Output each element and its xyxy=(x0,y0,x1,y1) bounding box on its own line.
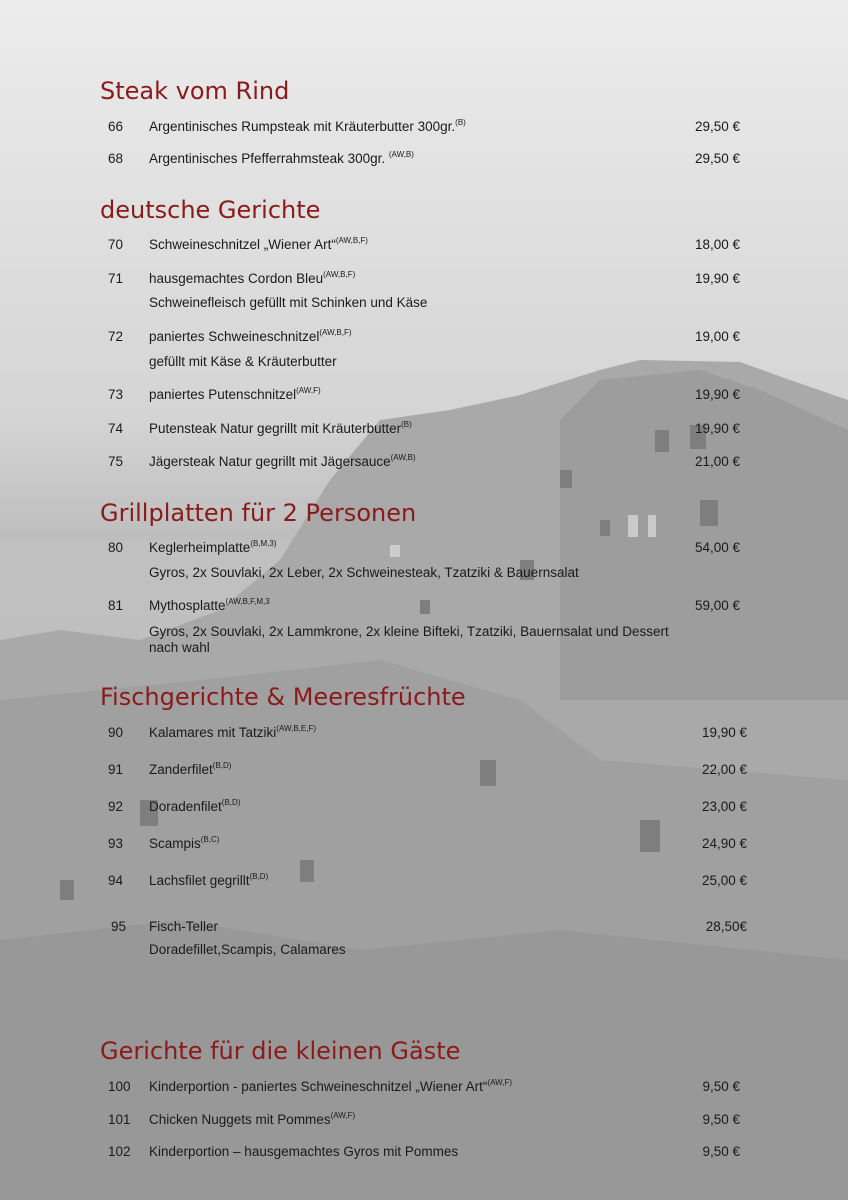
item-number: 80 xyxy=(108,540,124,555)
item-name: Kinderportion – hausgemachtes Gyros mit Pommes xyxy=(149,1144,459,1159)
allergen-codes: (B,D) xyxy=(212,761,232,770)
item-price: 29,50 € xyxy=(694,119,740,134)
item-name: Chicken Nuggets mit Pommes$^{(AW,F)}$ xyxy=(149,1111,356,1127)
item-name: Scampis$^{(B,C)}$ xyxy=(149,835,220,851)
item-description: gefüllt mit Käse & Kräuterbutter xyxy=(149,354,337,369)
item-number: 81 xyxy=(108,598,124,613)
item-name: Jägersteak Natur gegrillt mit Jägersauce$^{(AW,B)}$ xyxy=(149,453,416,469)
allergen-codes: (AW,F) xyxy=(487,1078,512,1087)
allergen-codes: (AW,B,F) xyxy=(319,328,352,337)
item-price: 18,00 € xyxy=(694,237,740,252)
item-number: 74 xyxy=(108,421,124,436)
item-price: 19,90 € xyxy=(694,387,740,402)
item-number: 75 xyxy=(108,454,124,469)
allergen-codes: (AW,B) xyxy=(388,150,414,159)
item-description: Gyros, 2x Souvlaki, 2x Lammkrone, 2x kleine Bifteki, Tzatziki, Bauernsalat und Dessert nach wahl xyxy=(149,624,669,655)
item-number: 93 xyxy=(108,836,124,851)
item-number: 94 xyxy=(108,873,124,888)
section-title-steak: Steak vom Rind xyxy=(100,77,290,105)
item-name: Fisch-Teller xyxy=(149,919,219,934)
item-name: Argentinisches Rumpsteak mit Kräuterbutter 300gr.$^{(B)}$ xyxy=(149,118,466,134)
item-price: 9,50 € xyxy=(702,1079,740,1094)
item-price: 29,50 € xyxy=(694,151,740,166)
item-name: Doradenfilet$^{(B,D)}$ xyxy=(149,798,241,814)
allergen-codes: (AW,B,E,F) xyxy=(276,724,316,733)
item-number: 100 xyxy=(108,1079,131,1094)
item-price: 19,90 € xyxy=(694,271,740,286)
item-number: 66 xyxy=(108,119,124,134)
item-number: 101 xyxy=(108,1112,131,1127)
allergen-codes: (B,D) xyxy=(221,798,241,807)
item-number: 102 xyxy=(108,1144,131,1159)
item-name: Mythosplatte$^{(AW,B,F,M,3}$ xyxy=(149,597,270,613)
item-number: 92 xyxy=(108,799,124,814)
item-name: Argentinisches Pfefferrahmsteak 300gr. $^{(AW,B)}$ xyxy=(149,150,414,166)
item-price: 23,00 € xyxy=(701,799,747,814)
item-price: 21,00 € xyxy=(694,454,740,469)
allergen-codes: (AW,F) xyxy=(296,386,321,395)
item-number: 68 xyxy=(108,151,124,166)
allergen-codes: (B) xyxy=(455,118,466,127)
item-number: 91 xyxy=(108,762,124,777)
item-number: 90 xyxy=(108,725,124,740)
allergen-codes: (B,M,3) xyxy=(250,539,277,548)
allergen-codes: (AW,B,F) xyxy=(335,236,368,245)
section-title-kinder: Gerichte für die kleinen Gäste xyxy=(100,1037,461,1065)
item-price: 25,00 € xyxy=(701,873,747,888)
item-number: 70 xyxy=(108,237,124,252)
item-price: 9,50 € xyxy=(702,1112,740,1127)
item-description: Doradefillet,Scampis, Calamares xyxy=(149,942,346,957)
item-price: 59,00 € xyxy=(694,598,740,613)
item-name: hausgemachtes Cordon Bleu$^{(AW,B,F)}$ xyxy=(149,270,356,286)
item-price: 19,90 € xyxy=(694,421,740,436)
allergen-codes: (AW,F) xyxy=(330,1111,356,1120)
allergen-codes: (B,D) xyxy=(249,872,269,881)
section-title-grillplatten: Grillplatten für 2 Personen xyxy=(100,499,417,527)
item-name: Putensteak Natur gegrillt mit Kräuterbutter$^{(B)}$ xyxy=(149,420,412,436)
allergen-codes: (B,C) xyxy=(200,835,220,844)
item-number: 73 xyxy=(108,387,124,402)
item-number: 71 xyxy=(108,271,124,286)
item-name: Zanderfilet$^{(B,D)}$ xyxy=(149,761,232,777)
item-name: paniertes Schweineschnitzel$^{(AW,B,F)}$ xyxy=(149,328,352,344)
item-name: Lachsfilet gegrillt$^{(B,D)}$ xyxy=(149,872,269,888)
section-title-deutsche-gerichte: deutsche Gerichte xyxy=(100,196,321,224)
item-name: Schweineschnitzel „Wiener Art“$^{(AW,B,F)}$ xyxy=(149,236,368,252)
item-name: paniertes Putenschnitzel$^{(AW,F)}$ xyxy=(149,386,321,402)
item-description: Gyros, 2x Souvlaki, 2x Leber, 2x Schweinesteak, Tzatziki & Bauernsalat xyxy=(149,565,579,580)
item-price: 19,90 € xyxy=(701,725,747,740)
item-number: 95 xyxy=(111,919,127,934)
item-price: 19,00 € xyxy=(694,329,740,344)
allergen-codes: (AW,B,F) xyxy=(323,270,356,279)
item-price: 22,00 € xyxy=(701,762,747,777)
section-title-fischgerichte: Fischgerichte & Meeresfrüchte xyxy=(100,683,466,711)
item-name: Kalamares mit Tatziki$^{(AW,B,E,F)}$ xyxy=(149,724,316,740)
item-description: Schweinefleisch gefüllt mit Schinken und Käse xyxy=(149,295,428,310)
item-price: 54,00 € xyxy=(694,540,740,555)
item-name: Kinderportion - paniertes Schweineschnitzel „Wiener Art“$^{(AW,F)}$ xyxy=(149,1078,512,1094)
allergen-codes: (AW,B) xyxy=(390,453,416,462)
item-price: 24,90 € xyxy=(701,836,747,851)
item-name: Keglerheimplatte$^{(B,M,3)}$ xyxy=(149,539,277,555)
allergen-codes: (B) xyxy=(401,420,412,429)
allergen-codes: (AW,B,F,M,3 xyxy=(225,597,270,606)
item-number: 72 xyxy=(108,329,124,344)
item-price: 28,50€ xyxy=(705,919,747,934)
item-price: 9,50 € xyxy=(702,1144,740,1159)
